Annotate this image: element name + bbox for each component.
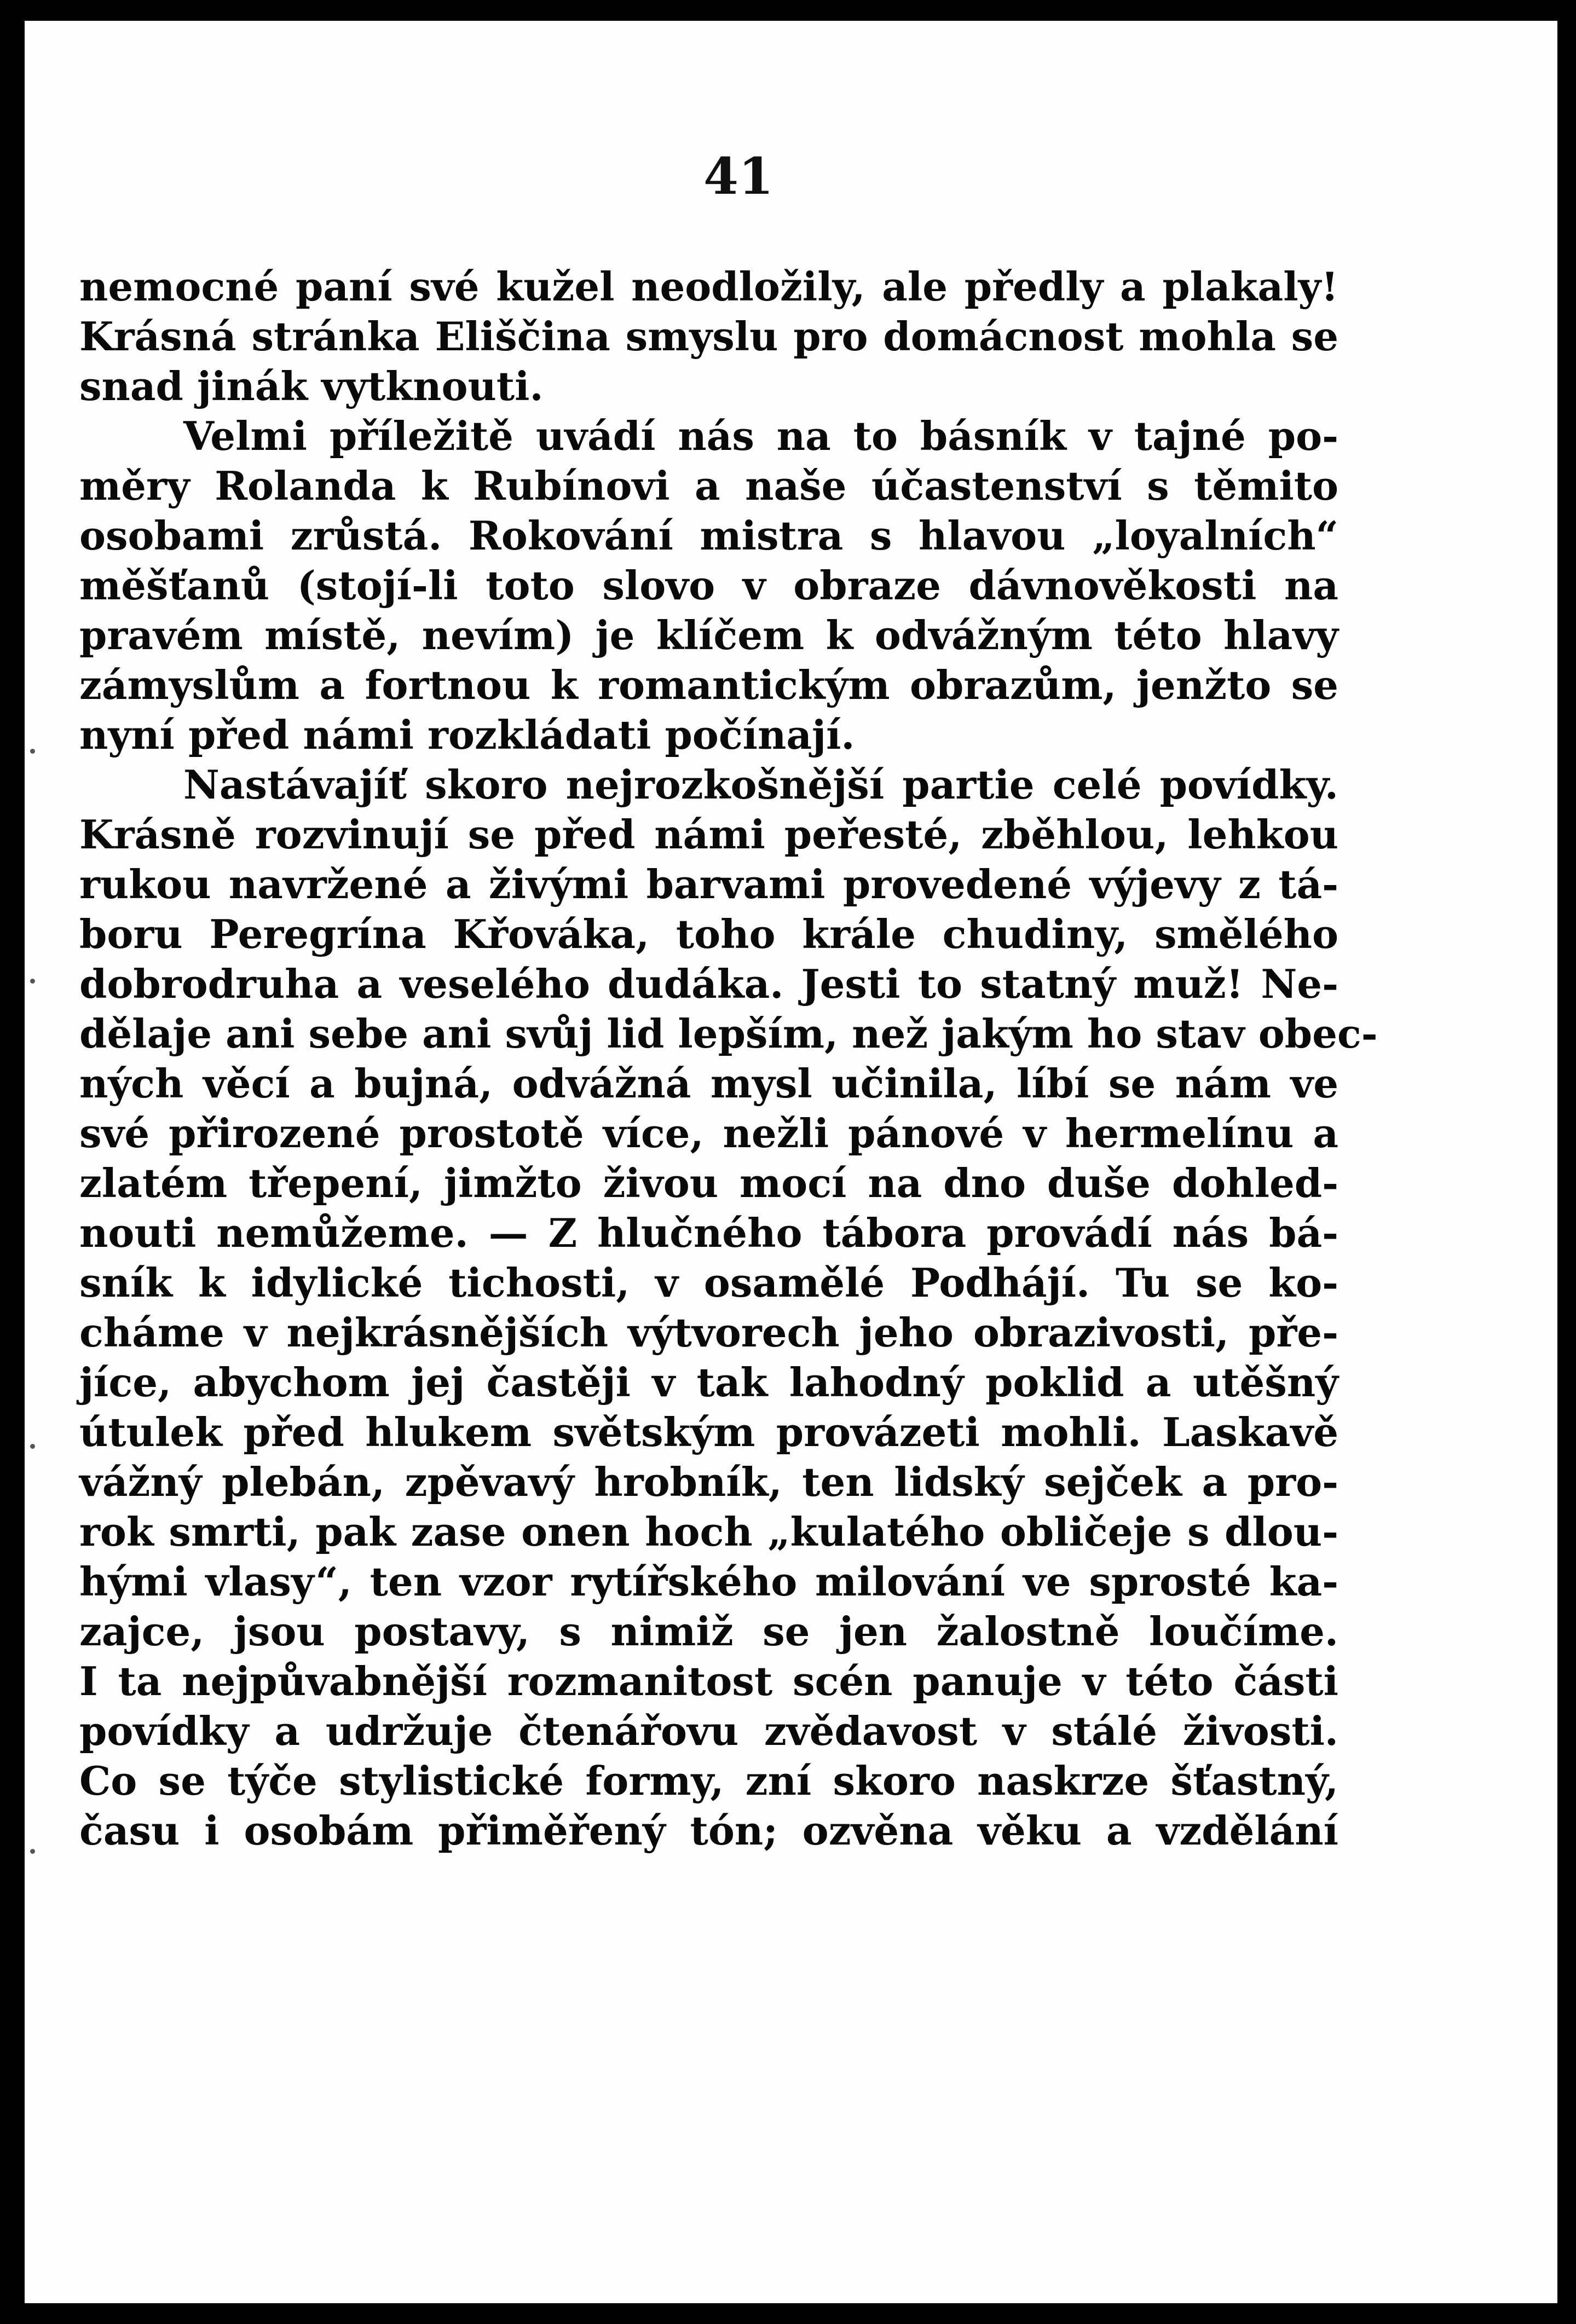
- text-line: zámyslům a fortnou k romantickým obrazům, jenžto se: [79, 662, 1338, 708]
- text-line: Krásně rozvinují se před námi peřesté, zběhlou, lehkou: [79, 811, 1338, 858]
- text-line: rukou navržené a živými barvami provedené výjevy z tá-: [79, 861, 1338, 907]
- margin-speck: [30, 1444, 35, 1449]
- margin-speck: [30, 749, 35, 754]
- text-line: nouti nemůžeme. — Z hlučného tábora provádí nás bá-: [79, 1210, 1338, 1256]
- text-line: sník k idylické tichosti, v osamělé Podhájí. Tu se ko-: [79, 1259, 1338, 1306]
- text-line: povídky a udržuje čtenářovu zvědavost v stálé živosti.: [79, 1708, 1338, 1754]
- text-line: osobami zrůstá. Rokování mistra s hlavou „loyalních“: [79, 512, 1338, 559]
- text-line: Nastávajíť skoro nejrozkošnější partie celé povídky.: [183, 761, 1338, 808]
- text-line: ných věcí a bujná, odvážná mysl učinila, líbí se nám ve: [79, 1060, 1338, 1107]
- text-line: jíce, abychom jej častěji v tak lahodný poklid a utěšný: [79, 1359, 1338, 1406]
- margin-speck: [30, 979, 35, 984]
- text-line: rok smrti, pak zase onen hoch „kulatého obličeje s dlou-: [79, 1508, 1338, 1555]
- text-line: pravém místě, nevím) je klíčem k odvážným této hlavy: [79, 612, 1338, 658]
- page-number: 41: [703, 147, 774, 206]
- text-line: dělaje ani sebe ani svůj lid lepším, než jakým ho stav obec-: [79, 1010, 1378, 1057]
- text-line: Krásná stránka Eliščina smyslu pro domácnost mohla se: [79, 313, 1338, 360]
- text-line: snad jinák vytknouti.: [79, 363, 544, 409]
- text-line: měry Rolanda k Rubínovi a naše účastenství s těmito: [79, 463, 1338, 509]
- text-line: dobrodruha a veselého dudáka. Jesti to statný muž! Ne-: [79, 961, 1338, 1007]
- text-line: Velmi příležitě uvádí nás na to básník v tajné po-: [183, 413, 1338, 459]
- text-line: vážný plebán, zpěvavý hrobník, ten lidský sejček a pro-: [79, 1459, 1338, 1505]
- text-line: cháme v nejkrásnějších výtvorech jeho obrazivosti, pře-: [79, 1309, 1338, 1356]
- text-line: boru Peregrína Křováka, toho krále chudiny, smělého: [79, 911, 1338, 957]
- text-line: I ta nejpůvabnější rozmanitost scén panuje v této části: [79, 1658, 1338, 1704]
- text-line: hými vlasy“, ten vzor rytířského milování ve sprosté ka-: [79, 1558, 1338, 1605]
- text-line: zlatém třepení, jimžto živou mocí na dno duše dohled-: [79, 1160, 1338, 1206]
- text-line: Co se týče stylistické formy, zní skoro naskrze šťastný,: [79, 1758, 1338, 1804]
- text-line: útulek před hlukem světským provázeti mohli. Laskavě: [79, 1409, 1338, 1455]
- text-line: nemocné paní své kužel neodložily, ale předly a plakaly!: [79, 263, 1338, 310]
- margin-speck: [30, 1849, 35, 1854]
- text-line: měšťanů (stojí-li toto slovo v obraze dávnověkosti na: [79, 562, 1338, 609]
- book-page: [25, 21, 1557, 2303]
- text-line: času i osobám přiměřený tón; ozvěna věku a vzdělání: [79, 1807, 1338, 1854]
- text-line: své přirozené prostotě více, nežli pánové v hermelínu a: [79, 1110, 1338, 1157]
- text-line: zajce, jsou postavy, s nimiž se jen žalostně loučíme.: [79, 1608, 1338, 1655]
- text-line: nyní před námi rozkládati počínají.: [79, 712, 855, 758]
- body-text: [79, 262, 1378, 1855]
